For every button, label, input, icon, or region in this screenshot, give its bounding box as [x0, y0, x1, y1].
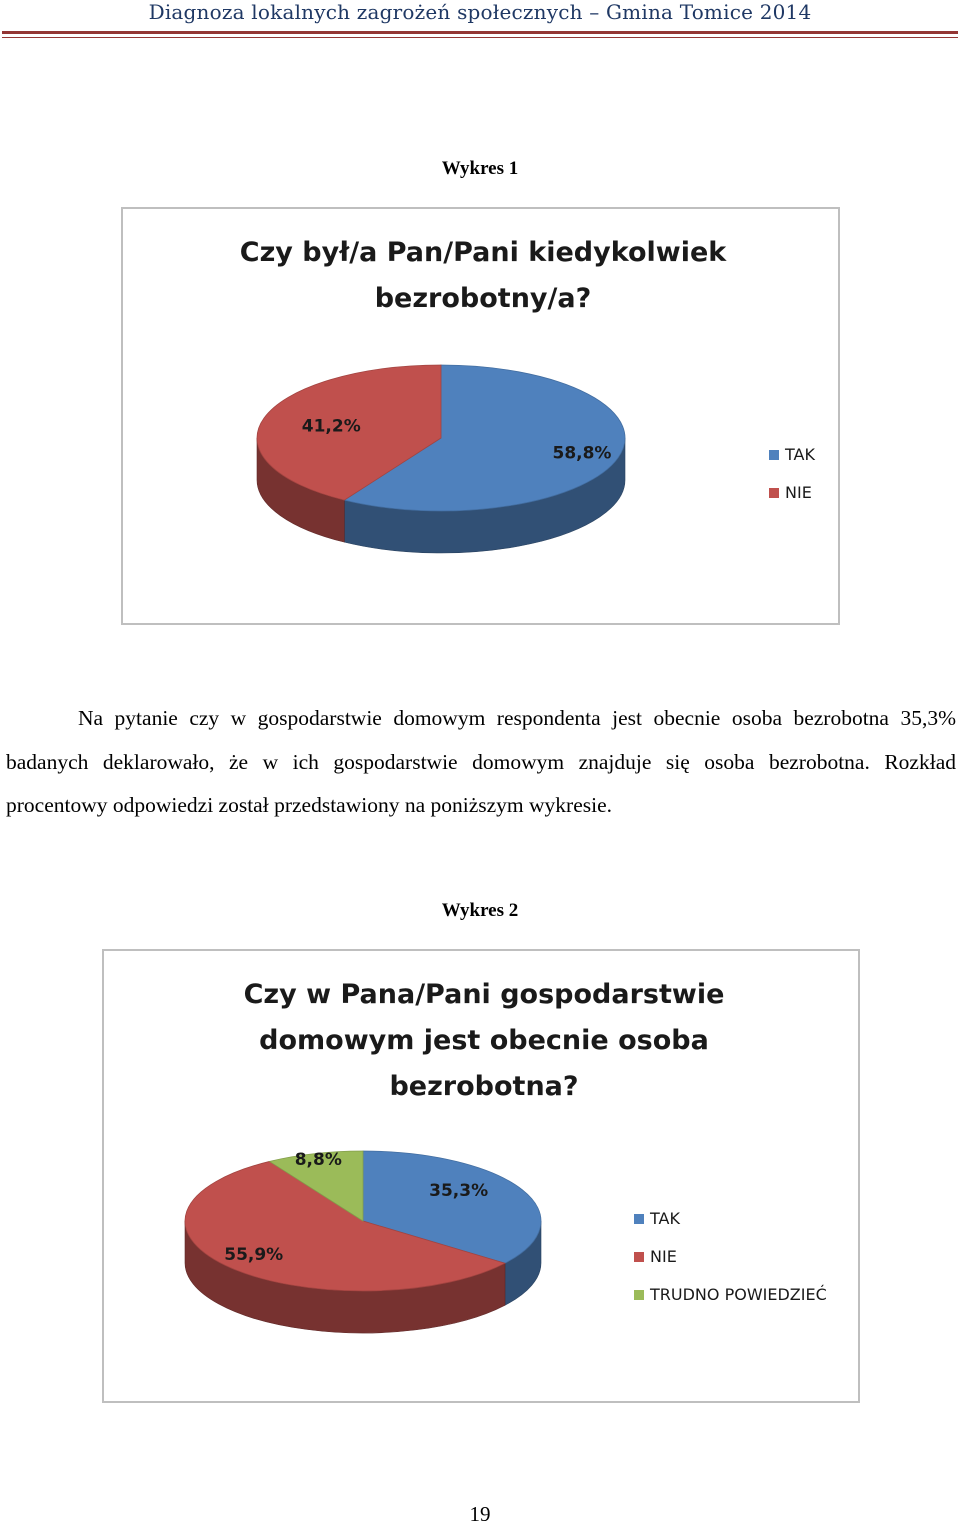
chart2-data-label-tak: 35,3%	[429, 1180, 489, 1201]
chart1-title	[240, 237, 727, 314]
body-paragraph	[6, 697, 956, 828]
chart1-title-line-1: Czy był/a Pan/Pani kiedykolwiek	[239, 237, 727, 268]
chart1-title-line-2: bezrobotny/a?	[374, 283, 592, 314]
chart1-svg	[123, 209, 838, 623]
page-header-title: Diagnoza lokalnych zagrożeń społecznych – Gmina Tomice 2014	[148, 0, 812, 24]
chart1-legend-swatch-tak	[769, 450, 779, 460]
chart2-caption: Wykres 2	[441, 900, 519, 921]
chart1-legend-label-tak: TAK	[785, 445, 815, 464]
chart2-legend-label-trudno-powiedziec: TRUDNO POWIEDZIEĆ	[650, 1285, 827, 1304]
chart1-legend	[769, 445, 815, 502]
chart1-data-label-nie: 41,2%	[301, 416, 361, 437]
page-number: 19	[469, 1502, 491, 1526]
chart1-caption: Wykres 1	[441, 158, 519, 179]
chart2-title	[244, 979, 725, 1102]
chart1-frame	[121, 207, 840, 625]
chart2-title-line-1: Czy w Pana/Pani gospodarstwie	[243, 979, 725, 1010]
chart2-data-label-nie: 55,9%	[224, 1245, 284, 1266]
chart2-pie	[185, 1151, 541, 1333]
chart2-data-label-trudno-powiedziec: 8,8%	[294, 1150, 342, 1171]
chart1-legend-swatch-nie	[769, 488, 779, 498]
chart2-legend-label-tak: TAK	[650, 1209, 680, 1228]
chart2-legend-swatch-tak	[634, 1214, 644, 1224]
chart2-svg	[104, 951, 858, 1401]
chart2-legend-label-nie: NIE	[650, 1247, 677, 1266]
chart2-legend-swatch-nie	[634, 1252, 644, 1262]
chart2-frame	[102, 949, 860, 1403]
chart2-title-line-2: domowym jest obecnie osoba	[259, 1025, 709, 1056]
chart1-legend-label-nie: NIE	[785, 483, 812, 502]
header-divider	[2, 31, 958, 38]
chart2-legend-swatch-trudno-powiedziec	[634, 1290, 644, 1300]
chart2-title-line-3: bezrobotna?	[389, 1071, 579, 1102]
chart1-data-label-tak: 58,8%	[552, 443, 612, 464]
paragraph-text: Na pytanie czy w gospodarstwie domowym respondenta jest obecnie osoba bezrobotna 35,3% badanych deklarowało, że w ich gospodarstwie domowym znajduje się osoba bezrobotna. Rozkład procentowy odpowiedzi został przedstawiony na poniższym wykresie.	[6, 706, 956, 817]
chart2-legend	[634, 1209, 827, 1304]
